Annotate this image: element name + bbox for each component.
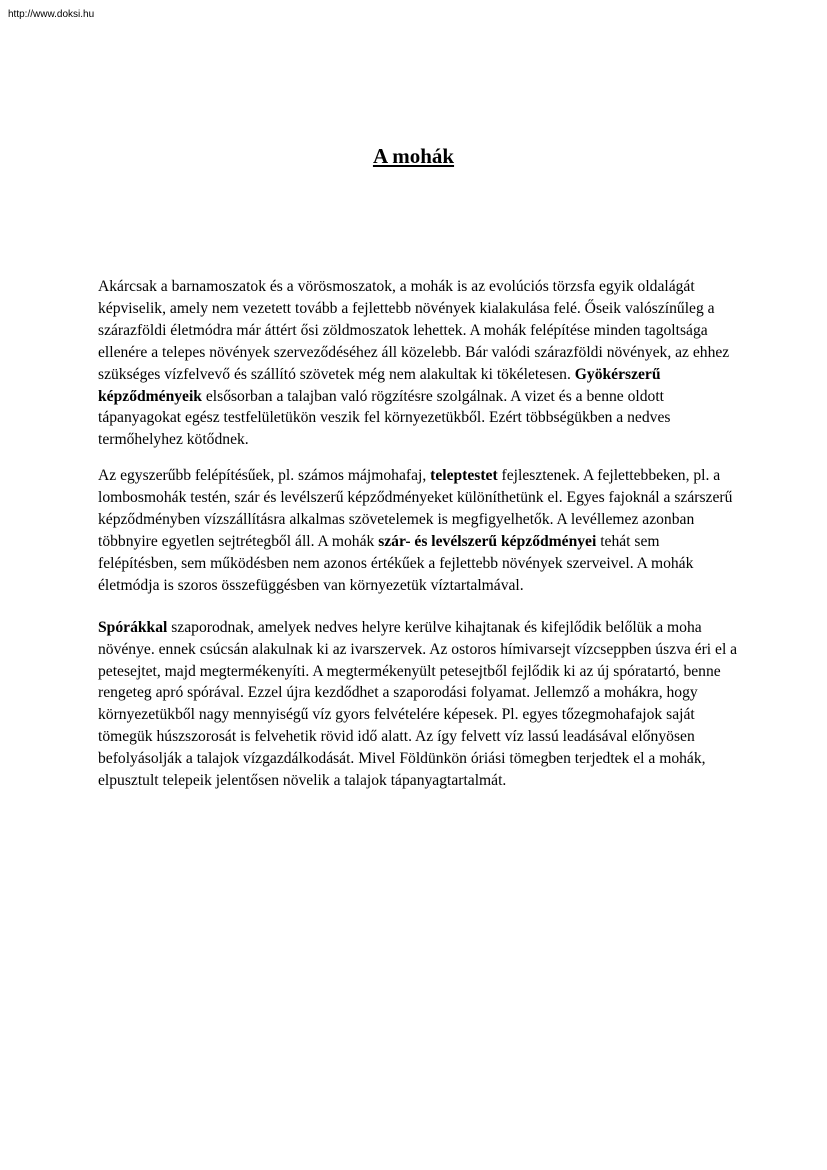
bold-term: szár- és levélszerű képződményei xyxy=(378,532,597,550)
paragraph-introduction xyxy=(98,276,738,451)
page-title: A mohák xyxy=(372,144,455,168)
source-url: http://www.doksi.hu xyxy=(8,9,95,20)
paragraph-text: Az egyszerűbb felépítésűek, pl. számos májmohafaj, xyxy=(98,467,431,485)
paragraph-text: fejlesztenek. A fejlettebbeken, pl. a lombosmohák testén, szár és levélszerű képződményeket különíthetünk el. Egyes fajoknál a szárszerű képződményben vízszállításra alkalmas szövetelemek is megfigyelhetők. A levéllemez azonban többnyire egyetlen sejtrétegből áll. A mohák xyxy=(98,467,733,550)
bold-term: Spórákkal xyxy=(98,618,168,636)
bold-term: teleptestet xyxy=(430,467,498,485)
paragraph-reproduction xyxy=(98,617,738,792)
paragraph-text: szaporodnak, amelyek nedves helyre kerülve kihajtanak és kifejlődik belőlük a moha növénye. ennek csúcsán alakulnak ki az ivarszervek. Az ostoros hímivarsejt vízcseppben úszva éri el a petesejtet, majd megtermékenyíti. A megtermékenyült petesejtből fejlődik ki az új spóratartó, benne rengeteg apró spórával. Ezzel újra kezdődhet a szaporodási folyamat. Jellemző a mohákra, hogy környezetükből nagy mennyiségű víz gyors felvételére képesek. Pl. egyes tőzegmohafajok saját tömegük húszszorosát is felvehetik rövid idő alatt. Az így felvett víz lassú leadásával előnyösen befolyásolják a talajok vízgazdálkodását. Mivel Földünkön óriási tömegben terjedtek el a mohák, elpusztult telepeik jelentősen növelik a talajok tápanyagtartalmát. xyxy=(98,618,738,790)
paragraph-text: Akárcsak a barnamoszatok és a vörösmoszatok, a mohák is az evolúciós törzsfa egyik oldalágát képviselik, amely nem vezetett tovább a fejlettebb növények kialakulása felé. Őseik valószínűleg a szárazföldi életmódra már áttért ősi zöldmoszatok lehettek. A mohák felépítése minden tagoltsága ellenére a telepes növények szerveződéséhez áll közelebb. Bár valódi szárazföldi növények, az ehhez szükséges vízfelvevő és szállító szövetek még nem alakultak ki tökéletesen. xyxy=(98,278,730,383)
document-body xyxy=(98,276,738,806)
paragraph-text: elsősorban a talajban való rögzítésre szolgálnak. A vizet és a benne oldott tápanyagokat egész testfelületükön veszik fel környezetükből. Ezért többségükben a nedves termőhelyhez kötődnek. xyxy=(98,387,671,449)
bold-term: Gyökérszerű képződményeik xyxy=(98,365,661,405)
paragraph-structure xyxy=(98,465,738,596)
paragraph-text: tehát sem felépítésben, sem működésben nem azonos értékűek a fejlettebb növények szerveivel. A mohák életmódja is szoros összefüggésben van környezetük víztartalmával. xyxy=(98,532,694,594)
